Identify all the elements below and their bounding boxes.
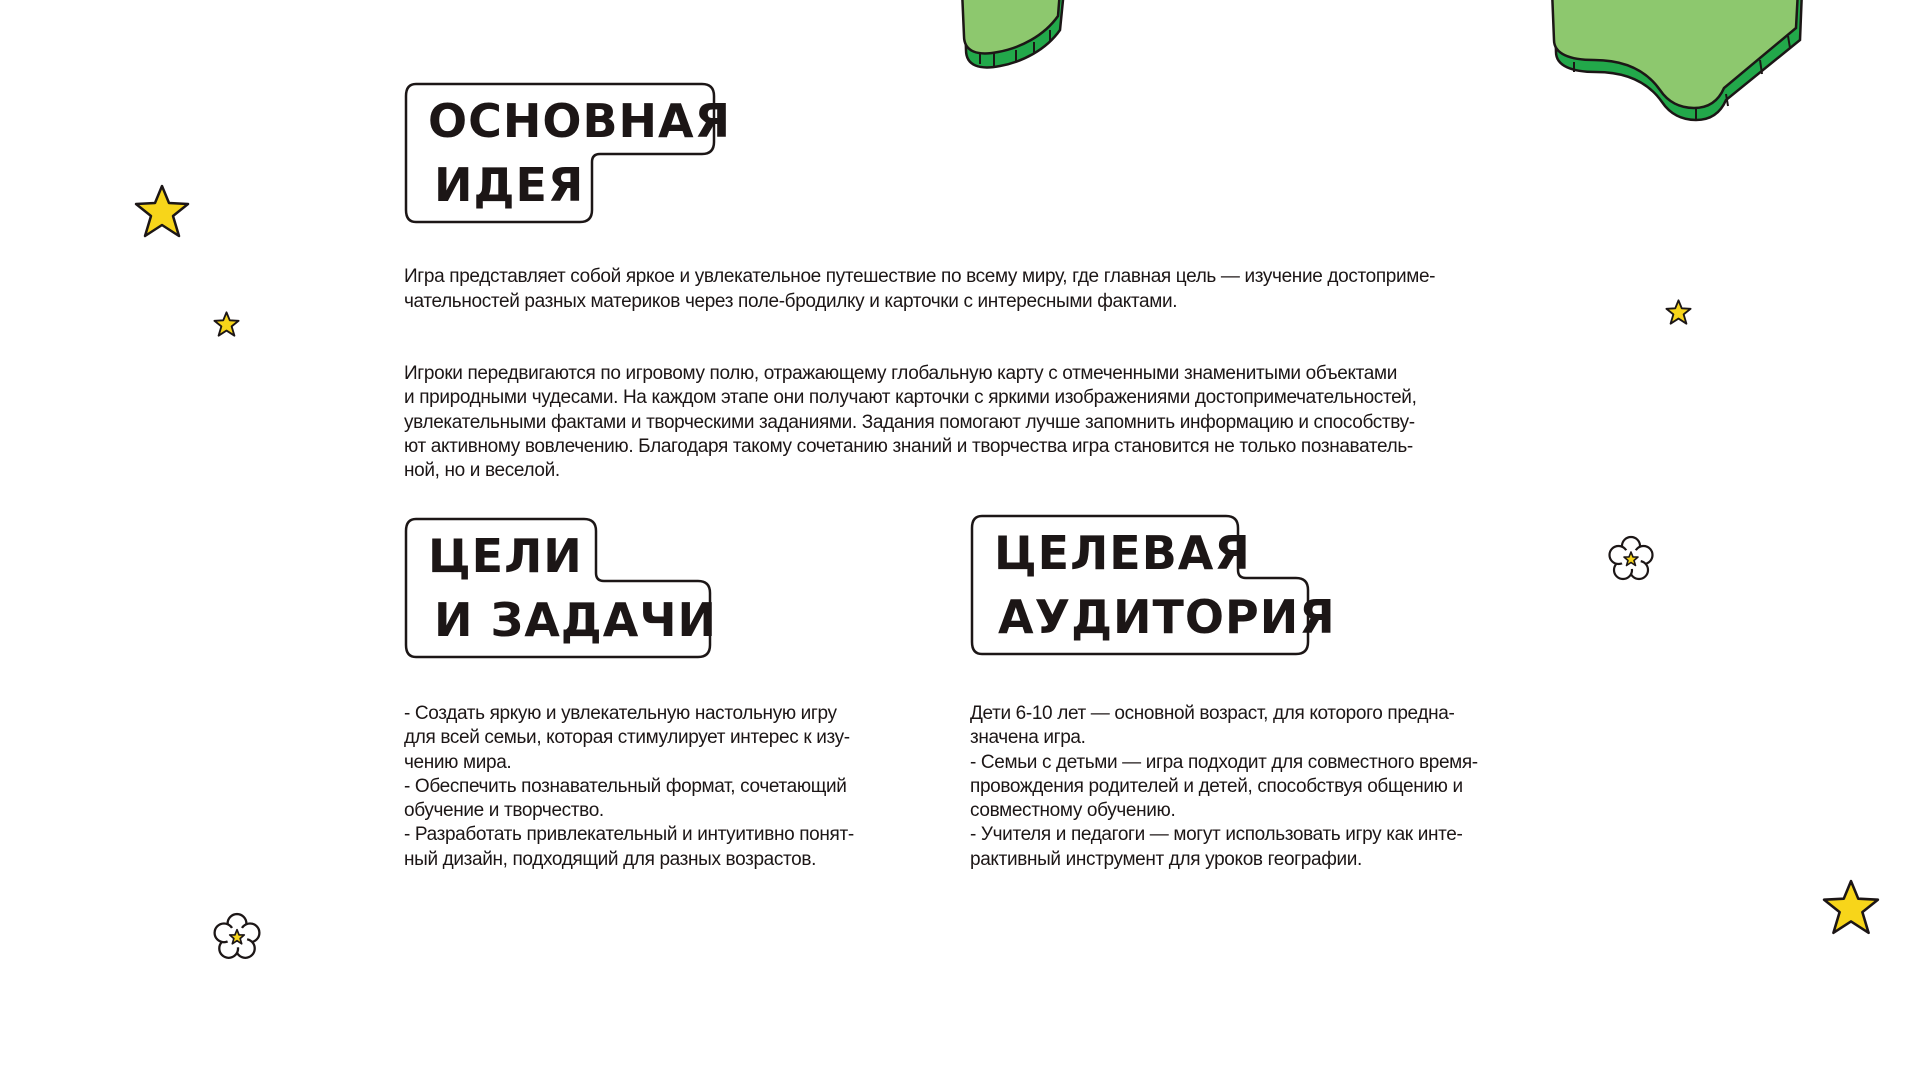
green-blob-shape-right <box>1550 0 1810 130</box>
main-idea-title-line1: ОСНОВНАЯ <box>428 94 732 148</box>
star-icon <box>1821 878 1881 938</box>
star-icon <box>213 311 240 338</box>
main-idea-paragraph-2: Игроки передвигаются по игровому полю, отражающему глобальную карту с отмеченными знаменитыми объектами и природными чудесами. На каждом этапе они получают карточки с яркими изображениями достопримечательностей, увлекательными фактами и творческими заданиями. Задания помогают лучше запомнить информацию и способству- ют активному вовлечению. Благодаря такому сочетанию знаний и творчества игра становится не только познаватель- ной, но и веселой. <box>404 363 1417 482</box>
goals-title-line2: И ЗАДАЧИ <box>434 593 718 647</box>
audience-title-line2: АУДИТОРИЯ <box>998 590 1336 644</box>
main-idea-title-line2: ИДЕЯ <box>434 158 585 212</box>
flower-icon <box>1607 535 1655 583</box>
flower-icon <box>212 912 262 962</box>
star-icon <box>133 183 191 241</box>
audience-body: Дети 6-10 лет — основной возраст, для которого предна- значена игра. - Семьи с детьми — игра подходит для совместного время- провождения родителей и детей, способствуя общению и совместному обучению. - Учителя и педагоги — могут использовать игру как инте- рактивный инструмент для уроков географии. <box>970 703 1478 870</box>
main-idea-paragraph-1: Игра представляет собой яркое и увлекательное путешествие по всему миру, где главная цель — изучение достоприме- чательностей разных материков через поле-бродилку и карточки с интересными фактами. <box>404 266 1436 312</box>
main-idea-body <box>404 241 1564 508</box>
star-icon <box>1665 299 1692 326</box>
audience-title-line1: ЦЕЛЕВАЯ <box>994 526 1251 580</box>
audience-heading <box>970 514 1336 656</box>
main-idea-heading <box>404 82 732 224</box>
goals-body: - Создать яркую и увлекательную настольную игру для всей семьи, которая стимулирует интерес к изу- чению мира. - Обеспечить познавательный формат, сочетающий обучение и творчество. - Разработать привлекательный и интуитивно понят- ный дизайн, подходящий для разных возрастов. <box>404 703 854 870</box>
goals-title-line1: ЦЕЛИ <box>428 529 583 583</box>
goals-heading <box>404 517 718 659</box>
green-blob-shape-left <box>960 0 1070 85</box>
